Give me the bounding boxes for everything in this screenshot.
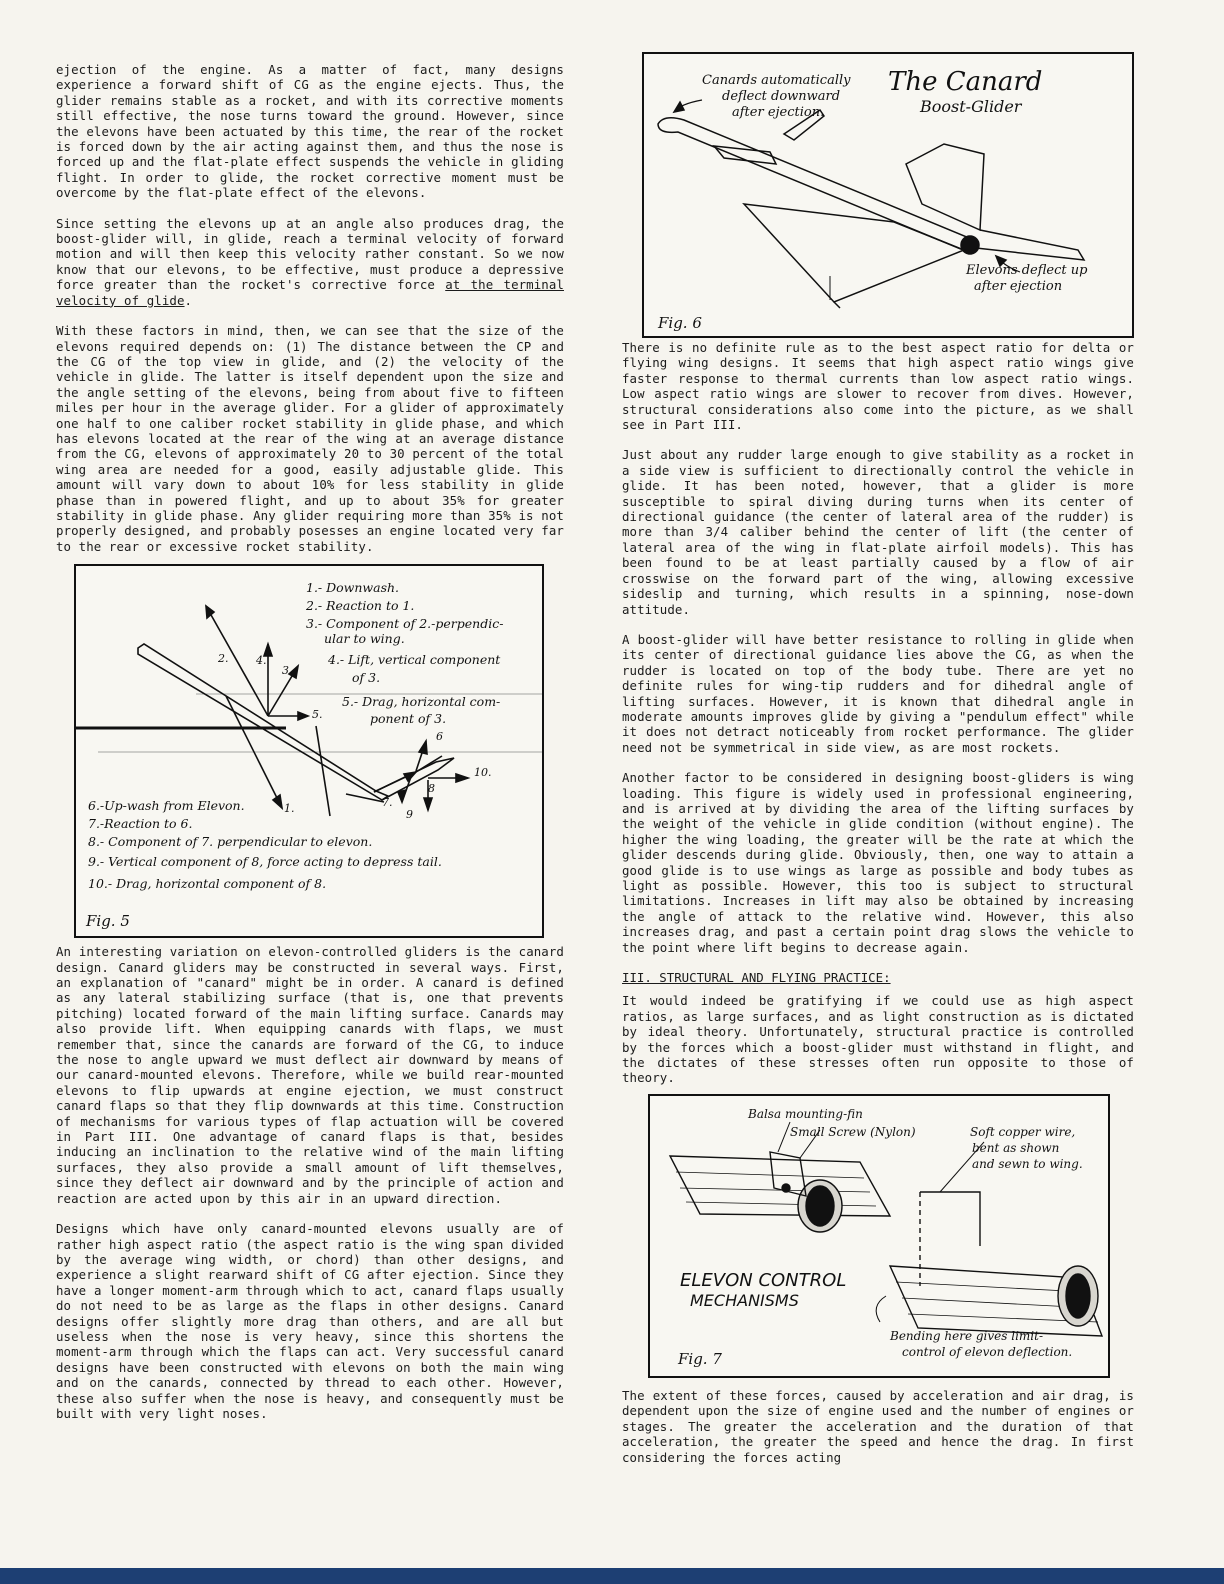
left-column (56, 62, 564, 1421)
figure-label-number: 8 (428, 782, 435, 796)
paragraph: A boost-glider will have better resistance to rolling in glide when its center of directional guidance lies above the CG, as when the rudder is located on top of the body tube. There are yet no definite rules for wing-tip rudders and for dihedral angle of lifting surfaces. However, it is known that dihedral angle in moderate amounts improves glide by giving a "pendulum effect" while it does not detract noticeably from rocket performance. The glider need not be symmetrical in side view, as are most rockets. (622, 631, 1134, 755)
paragraph: There is no definite rule as to the best aspect ratio for delta or flying wing designs. It seems that high aspect ratio wings give faster response to thermal currents than low aspect ratio wings. Low aspect ratio wings are slower to recover from dives. However, structural considerations also come into the picture, as we shall see in Part III. (622, 340, 1134, 433)
figure-legend-line: 2.- Reaction to 1. (306, 598, 415, 614)
paragraph: An interesting variation on elevon-controlled gliders is the canard design. Canard gliders may be constructed in several ways. First, an explanation of "canard" might be in order. A canard is defined as any lateral stabilizing surface (that is, one that prevents pitching) located forward of the main lifting surface. Canards may also provide lift. When equipping canards with flaps, we must remember that, since the canards are forward of the CG, to induce the nose to angle upward we must deflect air downward by means of our canard-mounted elevons. Therefore, while we build rear-mounted elevons to flip upwards at engine ejection, we must construct canard flaps so that they flip downwards at this time. Construction of mechanisms for various types of flap actuation will be covered in Part III. One advantage of canard flaps is that, besides inducing an inclination to the relative wind of the main lifting surfaces, they also provide a small amount of lift themselves, since they deflect air downward and by the principle of action and reaction are acted upon by this air in an upward direction. (56, 944, 564, 1206)
scan-edge-band (0, 1568, 1224, 1584)
paragraph (56, 216, 564, 308)
figure-label-number: 2. (218, 652, 229, 666)
figure-note-line: Elevons deflect up (966, 263, 1088, 278)
figure-note-line: after ejection (974, 279, 1063, 294)
figure-legend-line: 5.- Drag, horizontal com- (342, 694, 501, 710)
figure-legend-line: 3.- Component of 2.-perpendic- (306, 616, 504, 632)
figure-legend-line: ular to wing. (324, 631, 405, 647)
figure-note-line: deflect downward (722, 89, 841, 104)
figure-5 (74, 564, 544, 938)
figure-caption: Fig. 7 (678, 1349, 722, 1368)
figure-label-number: 1. (284, 802, 295, 816)
figure-legend-line: of 3. (352, 670, 381, 686)
figure-7-drawing (650, 1096, 1108, 1376)
figure-label-number: 10. (474, 766, 492, 780)
figure-legend-line: ponent of 3. (370, 711, 447, 727)
figure-caption: Fig. 5 (86, 912, 130, 931)
figure-legend-line: 8.- Component of 7. perpendicular to elevon. (88, 834, 373, 850)
figure-label: bent as shown (972, 1140, 1060, 1155)
figure-5-drawing (76, 566, 542, 936)
figure-legend-line: 6.-Up-wash from Elevon. (88, 798, 245, 814)
figure-label: and sewn to wing. (972, 1156, 1083, 1171)
figure-legend-line: 9.- Vertical component of 8, force acting to depress tail. (88, 854, 442, 870)
figure-label: Soft copper wire, (970, 1124, 1076, 1139)
figure-label-number: 4. (256, 654, 267, 668)
paragraph-text: Since setting the elevons up at an angle also produces drag, the boost-glider will, in glide, reach a terminal velocity of forward motion and will then keep this velocity rather constant. So we now know that our elevons, to be effective, must produce a depressive force greater than the rocket's corrective force (56, 215, 564, 293)
figure-label-number: 6 (436, 730, 443, 744)
figure-label-number: 7. (382, 796, 393, 810)
figure-title: ELEVON CONTROL (680, 1269, 847, 1291)
figure-legend-line: 10.- Drag, horizontal component of 8. (88, 876, 327, 892)
figure-legend-line: 7.-Reaction to 6. (88, 816, 193, 832)
paragraph: ejection of the engine. As a matter of fact, many designs experience a forward shift of CG as the engine ejects. Thus, the glider remains stable as a rocket, and with its corrective moments still effective, the nose turns toward the ground. However, since the elevons have been actuated by this time, the rear of the rocket is forced down by the air acting against them, and thus the nose is forced up and the flat-plate effect suspends the vehicle in gliding flight. In order to glide, the rocket corrective moment must be overcome by the flat-plate effect of the elevons. (56, 62, 564, 201)
paragraph: With these factors in mind, then, we can see that the size of the elevons required depends on: (1) The distance between the CP and the CG of the top view in glide, and (2) the velocity of the vehicle in glide. The latter is itself dependent upon the size and the angle setting of the elevons, being from about five to fifteen miles per hour in the average glider. For a glider of approximately one half to one caliber rocket stability in glide phase, and which has elevons located at the rear of the wing at an average distance from the CG, elevons of approximately 20 to 30 percent of the total wing area are needed for a good, easily adjustable glide. This amount will vary down to about 10% for less stability in glide phase than in powered flight, and up to about 35% for greater stability in glide phase. Any glider requiring more than 35% is not properly designed, and probably posesses an engine located very far to the rear or excessive rocket stability. (56, 323, 564, 554)
figure-7 (648, 1094, 1110, 1378)
figure-legend-line: 4.- Lift, vertical component (328, 652, 501, 668)
figure-legend-line: 1.- Downwash. (306, 580, 400, 596)
figure-6 (642, 52, 1134, 338)
figure-label: Balsa mounting-fin (748, 1106, 863, 1121)
figure-caption: Fig. 6 (658, 314, 702, 332)
figure-label: Small Screw (Nylon) (790, 1124, 916, 1139)
figure-title: Boost-Glider (920, 97, 1022, 116)
paragraph: Just about any rudder large enough to give stability as a rocket in a side view is sufficient to directionally control the vehicle in glide. It has been noted, however, that a glider is more susceptible to spiral diving during turns when its center of directional guidance (the center of lateral area of the rudder) is more than 3/4 caliber behind the center of lift (the center of lateral area of the wing in flat-plate airfoil models). This has been found to be at least partially caused by a flow of air crosswise on the forward part of the wing, allowing excessive sideslip and turning, which results in a spinning, nose-down attitude. (622, 447, 1134, 617)
paragraph: Another factor to be considered in designing boost-gliders is wing loading. This figure is widely used in professional engineering, and is arrived at by dividing the area of the lifting surfaces by the weight of the vehicle in glide condition (without engine). The higher the wing loading, the greater will be the rate at which the glider descends during glide. Obviously, then, one way to attain a good glide is to use wings as large as possible and body tubes as light as possible. However, this too is subject to structural limitations. Increases in lift may also be obtained by increasing the angle of attack to the relative wind. However, this also increases drag, and past a certain point drag slows the vehicle to the point where lift begins to decrease again. (622, 770, 1134, 955)
paragraph: The extent of these forces, caused by acceleration and air drag, is dependent upon the size of engine used and the number of engines or stages. The greater the acceleration and the duration of that acceleration, the greater the speed and hence the drag. In first considering the forces acting (622, 1387, 1134, 1465)
figure-title: The Canard (888, 67, 1043, 97)
figure-label-number: 9 (406, 808, 413, 822)
figure-note-line: Canards automatically (702, 73, 851, 88)
figure-title: MECHANISMS (690, 1290, 799, 1310)
figure-note-line: after ejection. (732, 105, 825, 120)
emphasized-text: at the terminal velocity of glide (56, 277, 564, 308)
figure-6-drawing (644, 54, 1132, 336)
figure-label: Bending here gives limit- (890, 1328, 1044, 1343)
figure-label-number: 5. (312, 708, 323, 722)
paragraph: Designs which have only canard-mounted elevons usually are of rather high aspect ratio (the aspect ratio is the wing span divided by the average wing width, or chord) than other designs, and experience a slight rearward shift of CG after ejection. Since they have a longer moment-arm through which to act, canard flaps usually do not need to be as large as the flaps in other designs. Canard designs offer slightly more drag than others, and are all but useless when the nose is very heavy, since this shortens the moment-arm through which the flaps can act. Very successful canard designs have been constructed with elevons on both the main wing and on the canards, connected by thread to each other. However, these also suffer when the nose is heavy, and consequently must be built with very light noses. (56, 1221, 564, 1421)
section-heading: III. STRUCTURAL AND FLYING PRACTICE: (622, 970, 891, 986)
paragraph-text: . (184, 292, 193, 308)
figure-label: control of elevon deflection. (902, 1344, 1073, 1359)
right-column (622, 52, 1134, 1465)
figure-label-number: 3. (282, 664, 293, 678)
paragraph: It would indeed be gratifying if we could use as high aspect ratios, as large surfaces, and as light construction as is dictated by ideal theory. Unfortunately, structural practice is controlled by the forces which a boost-glider must withstand in flight, and the dictates of these stresses often run opposite to those of theory. (622, 993, 1134, 1086)
